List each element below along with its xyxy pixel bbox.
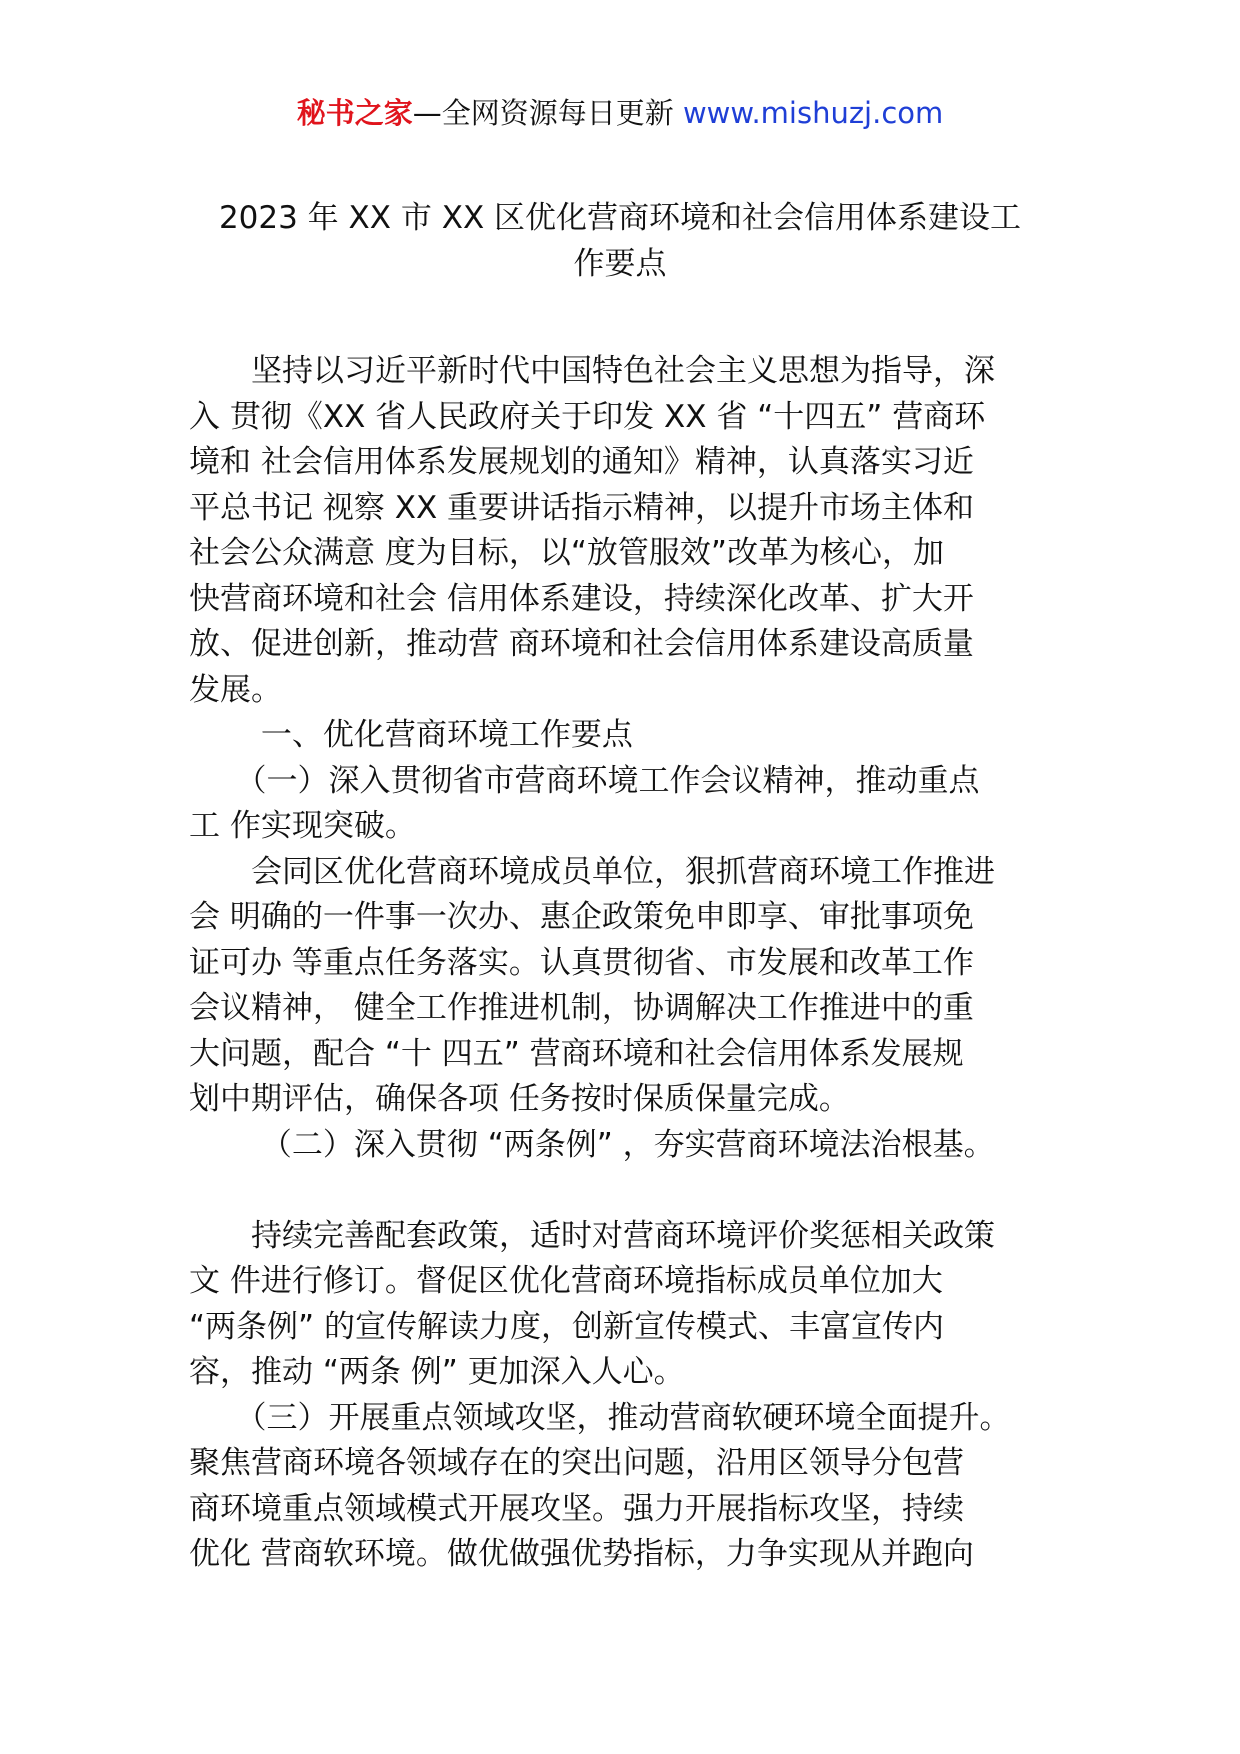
body-line: 社会公众满意 度为目标，以“放管服效”改革为核心，加 [189, 535, 944, 571]
body-line: 会 明确的一件事一次办、惠企政策免申即享、审批事项免 [189, 899, 974, 935]
body-line: 证可办 等重点任务落实。认真贯彻省、市发展和改革工作 [189, 944, 974, 981]
site-tagline: —全网资源每日更新 [412, 96, 683, 130]
body-line: 境和 社会信用体系发展规划的通知》精神，认真落实习近 [189, 444, 974, 480]
body-line: 持续完善配套政策，适时对营商环境评价奖惩相关政策 [189, 1217, 995, 1254]
title-line: 2023 年 XX 市 XX 区优化营商环境和社会信用体系建设工 [218, 200, 1022, 236]
body-line: 坚持以习近平新时代中国特色社会主义思想为指导，深 [189, 353, 995, 389]
site-header [0, 93, 1240, 133]
body-line: 会同区优化营商环境成员单位，狠抓营商环境工作推进 [189, 853, 995, 890]
body-line: 放、促进创新，推动营 商环境和社会信用体系建设高质量 [189, 626, 974, 662]
document-title [180, 196, 1060, 287]
body-line: 平总书记 视察 XX 重要讲话指示精神，以提升市场主体和 [189, 489, 975, 526]
body-line: 聚焦营商环境各领域存在的突出问题，沿用区领导分包营 [189, 1445, 964, 1481]
body-line: 划中期评估，确保各项 任务按时保质保量完成。 [189, 1081, 850, 1117]
body-line: “两条例” 的宣传解读力度，创新宣传模式、丰富宣传内 [189, 1308, 944, 1345]
title-line: 作要点 [573, 245, 667, 282]
site-brand: 秘书之家 [296, 96, 413, 130]
body-line: （一）深入贯彻省市营商环境工作会议精神，推动重点 [189, 762, 980, 799]
body-line: 会议精神， 健全工作推进机制，协调解决工作推进中的重 [189, 990, 974, 1026]
body-line: 优化 营商软环境。做优做强优势指标，力争实现从并跑向 [189, 1536, 974, 1572]
body-line: 工 作实现突破。 [189, 808, 416, 844]
body-line: 发展。 [189, 671, 282, 708]
body-line: 容，推动 “两条 例” 更加深入人心。 [189, 1354, 685, 1390]
site-url-link[interactable]: www.mishuzj.com [682, 96, 944, 130]
body-line: （二）深入贯彻 “两条例” ，夯实营商环境法治根基。 [189, 1126, 995, 1163]
body-line: 一、优化营商环境工作要点 [189, 717, 633, 753]
body-line: （三）开展重点领域攻坚，推动营商软硬环境全面提升。 [189, 1399, 1011, 1436]
blank-line [189, 1168, 1061, 1214]
body-line: 大问题，配合 “十 四五” 营商环境和社会信用体系发展规 [189, 1035, 964, 1072]
body-line: 商环境重点领域模式开展攻坚。强力开展指标攻坚，持续 [189, 1490, 964, 1527]
body-line: 入 贯彻《XX 省人民政府关于印发 XX 省 “十四五” 营商环 [189, 398, 986, 435]
body-line: 快营商环境和社会 信用体系建设，持续深化改革、扩大开 [189, 580, 974, 617]
body-line: 文 件进行修订。督促区优化营商环境指标成员单位加大 [189, 1263, 943, 1299]
document-body [189, 349, 1061, 1578]
